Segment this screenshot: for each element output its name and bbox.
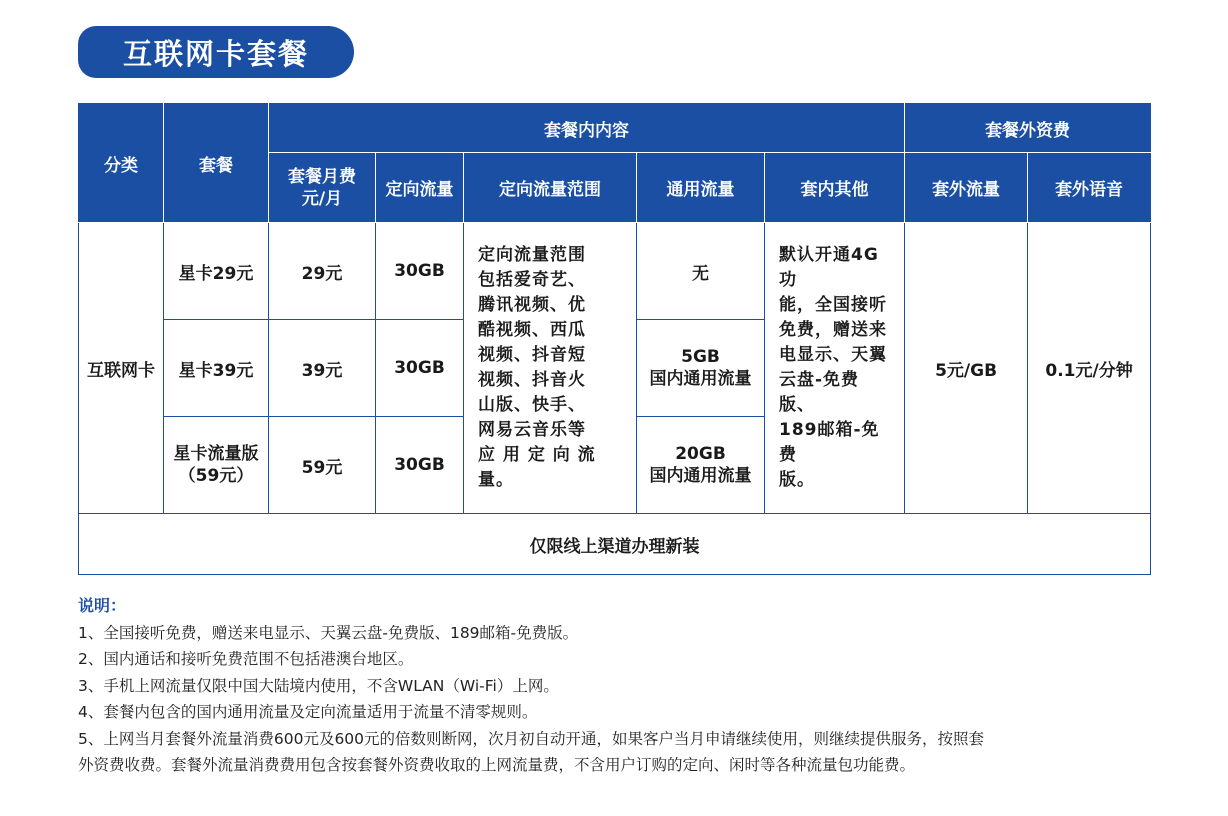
header-inside-group: 套餐内内容 [269, 104, 905, 153]
footer-note: 仅限线上渠道办理新装 [79, 514, 1151, 575]
scope-line: 网易云音乐等 [478, 420, 586, 440]
general-data-type: 国内通用流量 [649, 466, 752, 486]
scope-line: 定向流量范围 [478, 245, 586, 265]
category-cell: 互联网卡 [79, 223, 164, 514]
header-category: 分类 [79, 104, 164, 223]
page-title: 互联网卡套餐 [78, 26, 354, 78]
header-directed-data: 定向流量 [376, 153, 464, 223]
note-item: 1、全国接听免费，赠送来电显示、天翼云盘-免费版、189邮箱-免费版。 [78, 623, 579, 642]
note-item: 4、套餐内包含的国内通用流量及定向流量适用于流量不清零规则。 [78, 703, 538, 721]
general-data-amount: 5GB [681, 347, 720, 367]
scope-line: 包括爱奇艺、 [478, 270, 586, 290]
general-data-amount: 20GB [675, 444, 726, 464]
other-line: 电显示、天翼 [779, 345, 887, 365]
scope-line: 视频、抖音火 [478, 370, 586, 390]
directed-data-cell: 30GB [376, 320, 464, 417]
other-line: 云盘-免费版、 [779, 370, 860, 415]
table-row [79, 223, 1151, 320]
header-monthly-fee-line1: 套餐月费 [288, 166, 356, 187]
scope-line: 应 用 定 向 流 [478, 445, 596, 465]
note-item: 2、国内通话和接听免费范围不包括港澳台地区。 [78, 650, 414, 668]
general-data-type: 国内通用流量 [649, 369, 752, 389]
plan-cell: 星卡39元 [164, 320, 269, 417]
general-data-cell [637, 417, 765, 514]
header-extra-data: 套外流量 [905, 153, 1028, 223]
plan-price: （59元） [178, 466, 254, 486]
other-line: 默认开通4G功 [779, 245, 879, 290]
header-monthly-fee-line2: 元/月 [301, 188, 343, 209]
plan-cell: 星卡29元 [164, 223, 269, 320]
header-directed-scope: 定向流量范围 [464, 153, 637, 223]
plan-table [78, 103, 1151, 575]
header-general-data: 通用流量 [637, 153, 765, 223]
notes-heading: 说明： [78, 596, 127, 615]
directed-data-cell: 30GB [376, 417, 464, 514]
scope-line: 山版、快手、 [478, 395, 586, 415]
header-outside-group: 套餐外资费 [905, 104, 1151, 153]
general-data-cell [637, 320, 765, 417]
extra-voice-cell: 0.1元/分钟 [1028, 223, 1151, 514]
notes-section [78, 593, 1158, 779]
scope-line: 视频、抖音短 [478, 345, 586, 365]
other-inclusions-cell [765, 223, 905, 514]
plan-name: 星卡流量版 [173, 444, 259, 464]
header-other-inclusions: 套内其他 [765, 153, 905, 223]
scope-line: 量。 [478, 470, 514, 490]
note-item: 外资费收费。套餐外流量消费费用包含按套餐外资费收取的上网流量费，不含用户订购的定向、闲时等各种流量包功能费。 [78, 756, 916, 774]
scope-line: 腾讯视频、优 [478, 295, 586, 315]
other-line: 版。 [779, 470, 815, 490]
note-item: 3、手机上网流量仅限中国大陆境内使用，不含WLAN（Wi-Fi）上网。 [78, 676, 559, 695]
note-item: 5、上网当月套餐外流量消费600元及600元的倍数则断网，次月初自动开通，如果客户当月申请继续使用，则继续提供服务，按照套 [78, 729, 985, 748]
header-monthly-fee [269, 153, 376, 223]
fee-cell: 59元 [269, 417, 376, 514]
fee-cell: 29元 [269, 223, 376, 320]
header-extra-voice: 套外语音 [1028, 153, 1151, 223]
other-line: 能，全国接听 [779, 295, 887, 315]
scope-line: 酷视频、西瓜 [478, 320, 586, 340]
extra-data-cell: 5元/GB [905, 223, 1028, 514]
plan-cell [164, 417, 269, 514]
other-line: 189邮箱-免费 [779, 420, 880, 465]
fee-cell: 39元 [269, 320, 376, 417]
other-line: 免费，赠送来 [779, 320, 887, 340]
directed-data-cell: 30GB [376, 223, 464, 320]
general-data-cell: 无 [637, 223, 765, 320]
directed-scope-cell [464, 223, 637, 514]
header-plan: 套餐 [164, 104, 269, 223]
